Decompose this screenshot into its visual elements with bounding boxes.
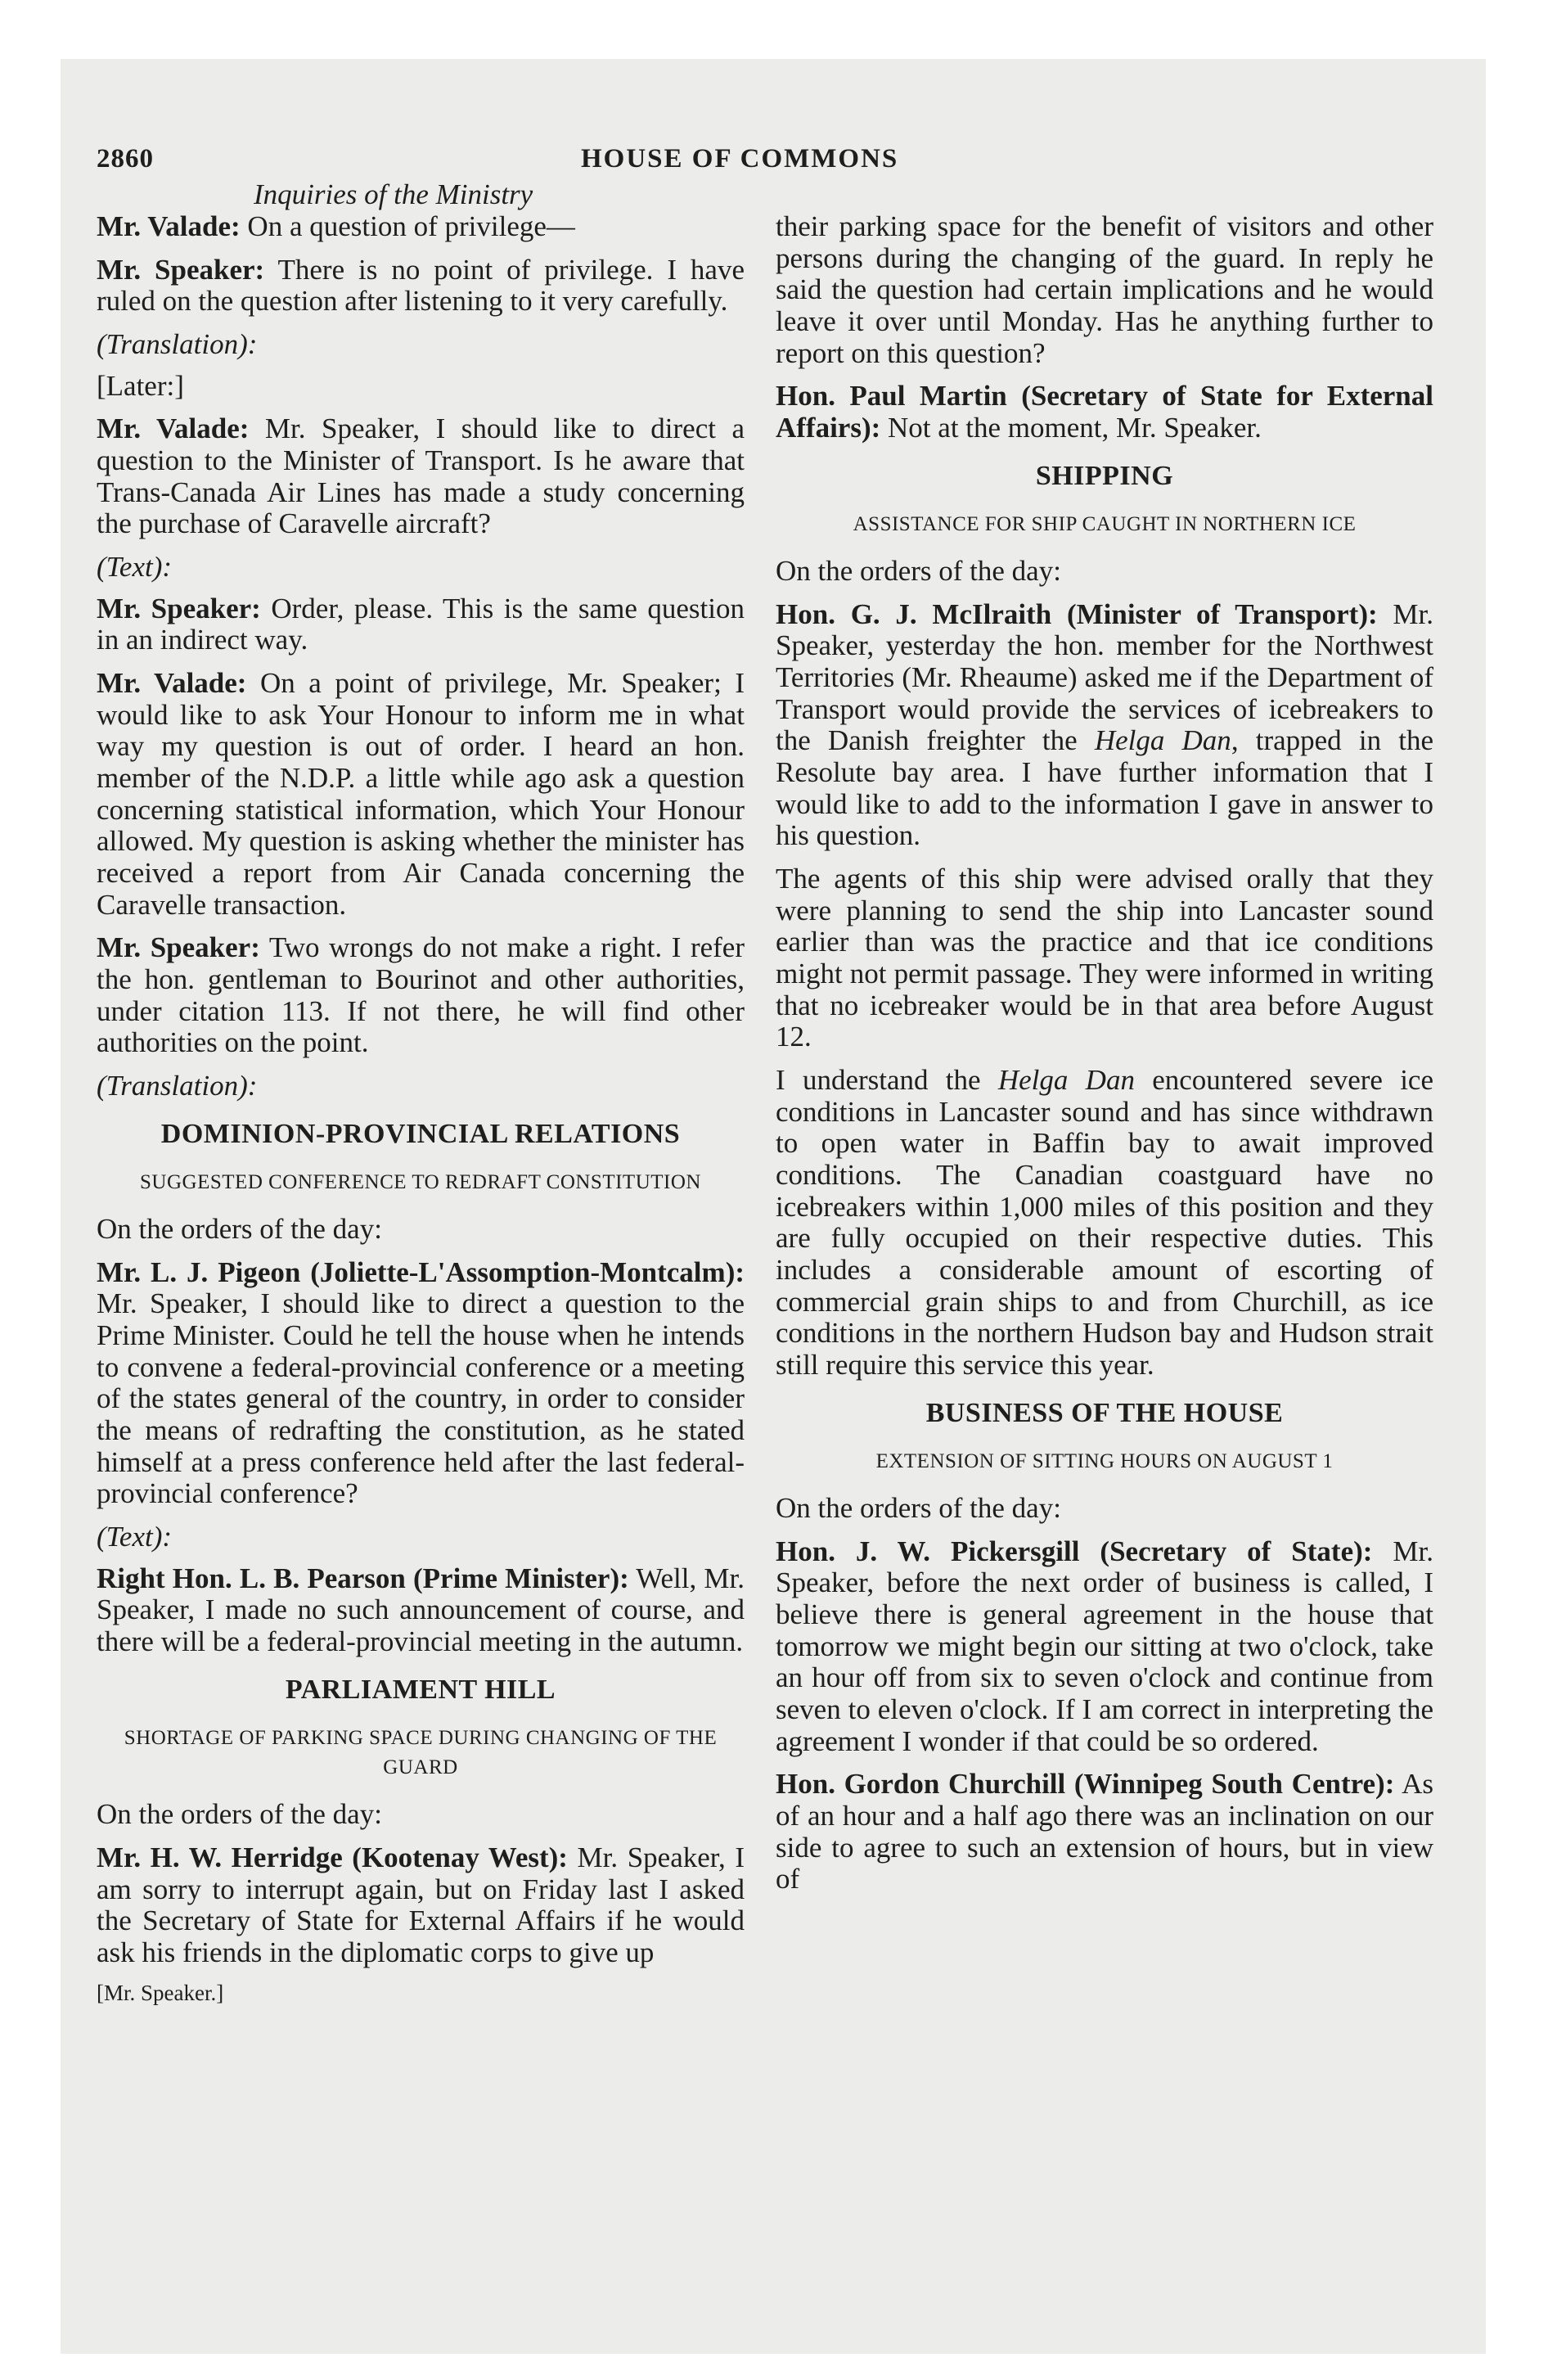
page-subtitle: Inquiries of the Ministry xyxy=(254,178,533,210)
paragraph xyxy=(97,932,745,1059)
page-title: HOUSE OF COMMONS xyxy=(581,144,899,174)
section-subheading: ASSISTANCE FOR SHIP CAUGHT IN NORTHERN ICE xyxy=(853,512,1357,535)
paragraph-text: There is no point of privilege. I have ruled on the question after listening to it very carefully. xyxy=(97,253,745,318)
later-label: [Later:] xyxy=(97,369,184,402)
paragraph-text: encountered severe ice conditions in Lancaster sound and has since withdrawn to open water in Baffin bay to await improved conditions. The Canadian coastguard have no icebreakers within 1,000 miles of this position and they are fully occupied on their respective duties. This includes a considerable amount of escorting of commercial grain ships to and from Churchill, as ice conditions in the northern Hudson bay and Hudson strait still require this service this year. xyxy=(776,1064,1434,1382)
paragraph-text: Mr. Speaker, I should like to direct a question to the Prime Minister. Could he tell the house when he intends to convene a federal-provincial conference or a meeting of the states general of the country, in order to consider the means of redrafting the constitution, as he stated himself at a press conference held after the last federal-provincial conference? xyxy=(97,1287,745,1510)
section-subheading: SUGGESTED CONFERENCE TO REDRAFT CONSTITUTION xyxy=(140,1170,701,1193)
section-subheading: SHORTAGE OF PARKING SPACE DURING CHANGING OF THE GUARD xyxy=(124,1726,718,1779)
translation-label: (Translation): xyxy=(97,328,258,361)
section-heading: SHIPPING xyxy=(1035,460,1174,491)
speaker-name: Hon. Gordon Churchill (Winnipeg South Centre): xyxy=(776,1768,1395,1801)
speaker-name: Hon. J. W. Pickersgill (Secretary of State): xyxy=(776,1535,1373,1567)
orders-of-day: On the orders of the day: xyxy=(776,554,1061,587)
paragraph xyxy=(97,593,745,656)
paragraph xyxy=(776,1065,1433,1382)
speaker-name: Right Hon. L. B. Pearson (Prime Minister): xyxy=(97,1562,629,1594)
speaker-name: Mr. Speaker: xyxy=(97,592,261,624)
paragraph xyxy=(776,1536,1433,1758)
orders-of-day: On the orders of the day: xyxy=(776,1492,1061,1524)
orders-of-day: On the orders of the day: xyxy=(97,1213,382,1246)
paragraph-text: Well, Mr. Speaker, I made no such announcement of course, and there will be a federal-provincial meeting in the autumn. xyxy=(97,1562,745,1658)
speaker-name: Hon. G. J. McIlraith (Minister of Transport): xyxy=(776,597,1378,630)
section-subheading: EXTENSION OF SITTING HOURS ON AUGUST 1 xyxy=(875,1449,1334,1472)
ship-name: Helga Dan xyxy=(1094,724,1231,757)
paragraph-text: Two wrongs do not make a right. I refer the hon. gentleman to Bourinot and other authorities, under citation 113. If not there, he will find other authorities on the point. xyxy=(97,931,745,1059)
speaker-name: Mr. Speaker: xyxy=(97,253,265,286)
paragraph-text: On a point of privilege, Mr. Speaker; I would like to ask Your Honour to inform me in what way my question is out of order. I heard an hon. member of the N.D.P. a little while ago ask a question concerning statistical information, which Your Honour allowed. My question is asking whether the minister has received a report from Air Canada concerning the Caravelle transaction. xyxy=(97,667,745,921)
speaker-name: Mr. H. W. Herridge (Kootenay West): xyxy=(97,1841,568,1873)
left-column xyxy=(97,211,745,2006)
paragraph-text: Order, please. This is the same question in an indirect way. xyxy=(97,592,745,656)
speaker-name: Hon. Paul Martin (Secretary of State for External Affairs): xyxy=(776,380,1433,444)
paragraph xyxy=(97,211,745,243)
paragraph: The agents of this ship were advised orally that they were planning to send the ship into Lancaster sound earlier than was the practice and that ice conditions might not permit passage. They were informed in writing that no icebreaker would be in that area before August 12. xyxy=(776,863,1433,1053)
speaker-name: Mr. L. J. Pigeon (Joliette-L'Assomption-Montcalm): xyxy=(97,1255,745,1288)
paragraph-text: I understand the xyxy=(776,1064,998,1097)
page-footer: [Mr. Speaker.] xyxy=(97,1980,224,2005)
paragraph-text: As of an hour and a half ago there was an inclination on our side to agree to such an extension of hours, but in view of xyxy=(776,1768,1434,1895)
paragraph xyxy=(97,1257,745,1510)
paragraph xyxy=(776,381,1433,444)
paragraph xyxy=(776,599,1433,852)
paragraph xyxy=(97,668,745,921)
paragraph xyxy=(776,1769,1433,1895)
speaker-name: Mr. Valade: xyxy=(97,210,241,242)
text-label: (Text): xyxy=(97,551,173,584)
page-number: 2860 xyxy=(97,144,154,174)
paragraph-text: On a question of privilege— xyxy=(240,210,575,242)
orders-of-day: On the orders of the day: xyxy=(97,1798,382,1831)
paragraph xyxy=(97,1563,745,1658)
paragraph-text: Mr. Speaker, I am sorry to interrupt again, but on Friday last I asked the Secretary of State for External Affairs if he would ask his friends in the diplomatic corps to give up xyxy=(97,1841,745,1968)
translation-label: (Translation): xyxy=(97,1070,258,1102)
section-heading: PARLIAMENT HILL xyxy=(285,1674,556,1705)
paragraph: their parking space for the benefit of visitors and other persons during the changing of the guard. In reply he said the question had certain implications and he would leave it over until Monday. Has he anything further to report on this question? xyxy=(776,210,1433,369)
paragraph-text: Mr. Speaker, before the next order of business is called, I believe there is general agreement in the house that tomorrow we might begin our sitting at two o'clock, take an hour off from six to seven o'clock and continue from seven to eleven o'clock. If I am correct in interpreting the agreement I wonder if that could be so ordered. xyxy=(776,1535,1433,1757)
speaker-name: Mr. Valade: xyxy=(97,412,250,445)
ship-name: Helga Dan xyxy=(997,1064,1135,1097)
paragraph xyxy=(97,413,745,540)
paragraph-text: , trapped in the Resolute bay area. I have further information that I would like to add to the information I gave in answer to his question. xyxy=(776,724,1433,852)
section-heading: DOMINION-PROVINCIAL RELATIONS xyxy=(160,1118,681,1149)
right-column xyxy=(776,211,1433,1907)
paragraph-text: Not at the moment, Mr. Speaker. xyxy=(880,412,1262,444)
paragraph-text: Mr. Speaker, I should like to direct a question to the Minister of Transport. Is he aware that Trans-Canada Air Lines has made a study concerning the purchase of Caravelle aircraft? xyxy=(97,412,745,540)
speaker-name: Mr. Speaker: xyxy=(97,931,260,964)
paragraph-text: Mr. Speaker, yesterday the hon. member for the Northwest Territories (Mr. Rheaume) asked me if the Department of Transport would provide the services of icebreakers to the Danish freighter the xyxy=(776,597,1433,757)
paragraph xyxy=(97,255,745,318)
paragraph xyxy=(97,1842,745,1969)
section-heading: BUSINESS OF THE HOUSE xyxy=(925,1397,1284,1428)
speaker-name: Mr. Valade: xyxy=(97,667,247,700)
text-label: (Text): xyxy=(97,1521,173,1553)
